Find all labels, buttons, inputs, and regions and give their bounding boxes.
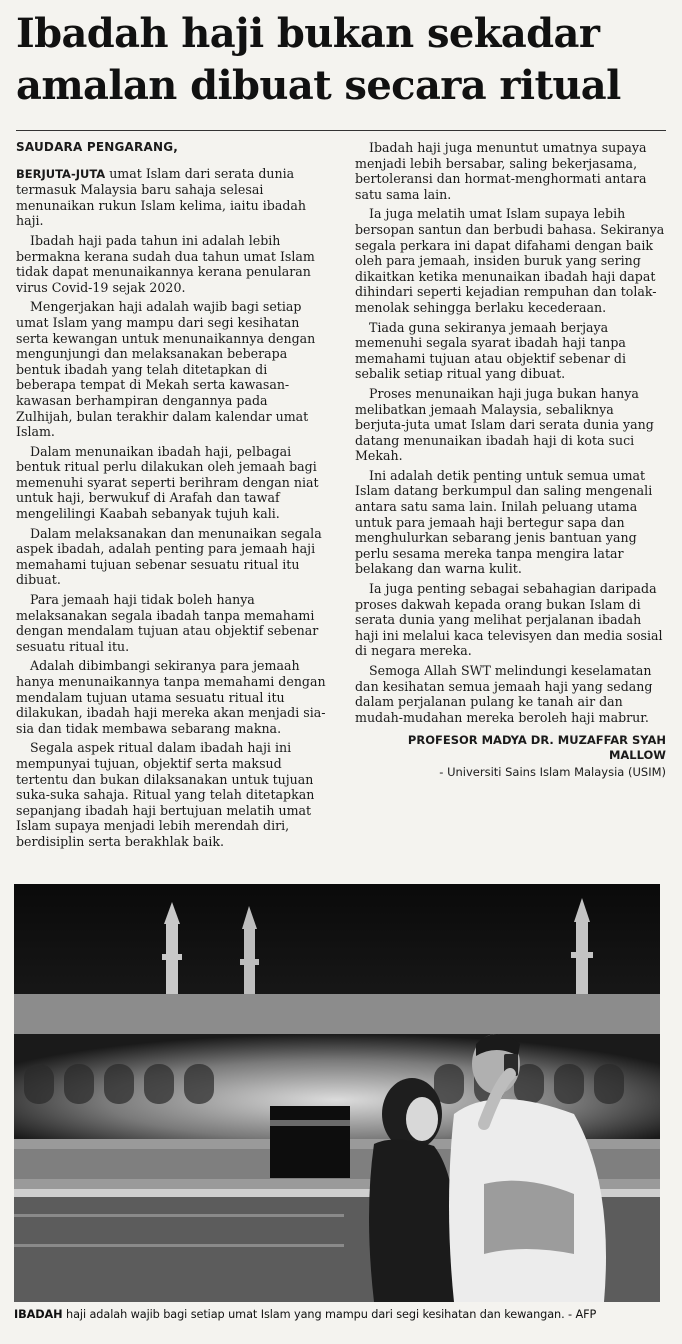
paragraph-4: Dalam menunaikan ibadah haji, pelbagai bentuk ritual perlu dilakukan oleh jemaah bagi memenuhi syarat seperti berihram dengan niat untuk haji, berwukuf di Arafah dan tawaf mengelilingi Kaabah sebanyak tujuh kali. — [16, 443, 319, 522]
article-body — [16, 140, 666, 865]
headline-rule — [16, 130, 666, 131]
paragraph-15: Semoga Allah SWT melindungi keselamatan dan kesihatan semua jemaah haji yang sedang dalam perjalanan pulang ke tanah air dan mudah-mudahan mereka beroleh haji mabrur. — [355, 663, 653, 725]
paragraph-8: Segala aspek ritual dalam ibadah haji ini mempunyai tujuan, objektif serta maksud tertentu dan bukan dilaksanakan untuk tujuan suka-suka sahaja. Ritual yang telah ditetapkan sepanjang ibadah haji bertujuan melatih umat Islam supaya menjadi lebih merendah diri, berdisiplin serta berakhlak baik. — [16, 740, 315, 849]
paragraph-13: Ini adalah detik penting untuk semua umat Islam datang berkumpul dan saling mengenali antara satu sama lain. Inilah peluang utama untuk para jemaah haji bertegur sapa dan menghulurkan sebarang jenis bantuan yang perlu sesama mereka tanpa mengira latar belakang dan warna kulit. — [355, 467, 653, 577]
paragraph-1: BERJUTA-JUTA umat Islam dari serata dunia termasuk Malaysia baru sahaja selesai menunaikan rukun Islam kelima, iaitu ibadah haji. — [16, 165, 307, 229]
paragraph-5: Dalam melaksanakan dan menunaikan segala aspek ibadah, adalah penting para jemaah haji memahami tujuan sebenar sesuatu ritual itu dibuat. — [16, 525, 322, 588]
paragraph-11: Tiada guna sekiranya jemaah berjaya memenuhi segala syarat ibadah haji tanpa memahami tujuan atau objektif sebenar di sebalik setiap ritual yang dibuat. — [355, 319, 626, 382]
author-name: PROFESOR MADYA DR. MUZAFFAR SYAH MALLOW — [407, 733, 666, 763]
photo-illustration — [14, 884, 660, 1302]
kaaba — [270, 1106, 350, 1178]
news-photo — [14, 884, 660, 1302]
headline: Ibadah haji bukan sekadar amalan dibuat secara ritual — [16, 10, 621, 109]
paragraph-9: Ibadah haji juga menuntut umatnya supaya menjadi lebih bersabar, saling bekerjasama, bertoleransi dan hormat-menghormati antara satu sama lain. — [355, 140, 647, 202]
author-affiliation: - Universiti Sains Islam Malaysia (USIM) — [439, 765, 666, 780]
paragraph-12: Proses menunaikan haji juga bukan hanya melibatkan jemaah Malaysia, sebaliknya berjuta-juta umat Islam dari serata dunia yang datang menunaikan ibadah haji di kota suci Mekah. — [355, 385, 654, 464]
paragraph-10: Ia juga melatih umat Islam supaya lebih bersopan santun dan berbudi bahasa. Sekiranya segala perkara ini dapat difahami dengan baik oleh para jemaah, insiden buruk yang sering dikaitkan ketika menunaikan ibadah haji dapat dihindari seperti kejadian rempuhan dan tolak-menolak sehingga berlaku kecederaan. — [355, 206, 665, 315]
paragraph-7: Adalah dibimbangi sekiranya para jemaah hanya menunaikannya tanpa memahami dengan mendalam tujuan utama sesuatu ritual itu dilakukan, ibadah haji mereka akan menjadi sia-sia dan tidak membawa sebarang makna. — [16, 658, 326, 736]
photo-caption: IBADAH haji adalah wajib bagi setiap umat Islam yang mampu dari segi kesihatan dan kewangan. - AFP — [14, 1308, 597, 1321]
paragraph-6: Para jemaah haji tidak boleh hanya melaksanakan segala ibadah tanpa memahami dengan mendalam tujuan atau objektif sebenar sesuatu ritual itu. — [16, 592, 319, 654]
paragraph-2: Ibadah haji pada tahun ini adalah lebih bermakna kerana sudah dua tahun umat Islam tidak dapat menunaikannya kerana penularan virus Covid-19 sejak 2020. — [16, 232, 315, 295]
paragraph-14: Ia juga penting sebagai sebahagian daripada proses dakwah kepada orang bukan Islam di serata dunia yang melihat perjalanan ibadah haji ini melalui kaca televisyen dan media sosial di negara mereka. — [355, 581, 663, 659]
salutation: SAUDARA PENGARANG, — [16, 140, 179, 154]
paragraph-3: Mengerjakan haji adalah wajib bagi setiap umat Islam yang mampu dari segi kesihatan serta kewangan untuk menunaikannya dengan mengunjungi dan melaksanakan beberapa bentuk ibadah yang telah ditetapkan di beberapa tempat di Mekah serta kawasan-kawasan berhampiran dengannya pada Zulhijah, bulan terakhir dalam kalendar umat Islam. — [16, 299, 316, 440]
lead-word: BERJUTA-JUTA — [16, 166, 106, 181]
